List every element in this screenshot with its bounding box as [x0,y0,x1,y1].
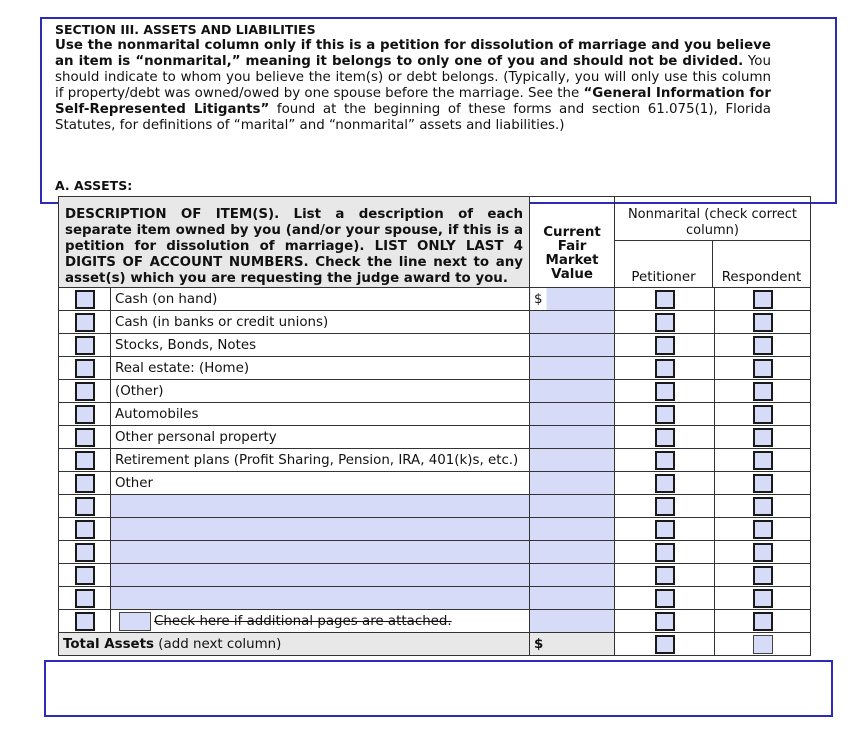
respondent-cell [715,380,811,403]
petitioner-checkbox[interactable] [655,313,675,332]
petitioner-cell [615,587,715,610]
total-assets-label [59,633,530,656]
respondent-checkbox[interactable] [753,543,773,562]
section-instructions [55,38,771,134]
respondent-cell [715,288,811,311]
petitioner-cell [615,357,715,380]
respondent-cell [715,587,811,610]
petitioner-checkbox[interactable] [655,428,675,447]
petitioner-cell [615,541,715,564]
award-checkbox[interactable] [75,336,95,355]
petitioner-checkbox[interactable] [655,336,675,355]
respondent-cell [715,449,811,472]
award-checkbox[interactable] [75,520,95,539]
award-checkbox[interactable] [75,290,95,309]
asset-description: Stocks, Bonds, Notes [111,334,530,357]
asset-description: Automobiles [111,403,530,426]
description-header: DESCRIPTION OF ITEM(S). List a description of each separate item owned by you (and/or your spouse, if this is a petition for dissolution of marriage). LIST ONLY LAST 4 DIGITS OF ACCOUNT NUMBERS. Check the line next to any asset(s) which you are requesting the judge award to you. [59,197,530,288]
section-title: SECTION III. ASSETS AND LIABILITIES [55,22,316,37]
award-checkbox[interactable] [75,451,95,470]
instructions-text-2: found at the beginning of these forms and section 61.075(1), Florida Statutes, for definitions of “marital” and “nonmarital” assets and liabilities.) [55,102,771,133]
award-checkbox-cell [59,472,111,495]
award-checkbox[interactable] [75,612,95,631]
asset-row [59,449,811,472]
asset-description-input[interactable] [111,541,530,564]
highlight-box-total [44,660,833,717]
petitioner-cell [615,472,715,495]
asset-description: Cash (on hand) [111,288,530,311]
asset-description-input[interactable] [111,564,530,587]
award-checkbox[interactable] [75,589,95,608]
value-input[interactable] [530,495,615,518]
asset-row [59,288,811,311]
instructions-reference: “General Information for Self-Represented Litigants” [55,86,771,117]
total-petitioner-cell [615,633,715,656]
petitioner-cell [615,449,715,472]
respondent-checkbox[interactable] [753,589,773,608]
respondent-checkbox[interactable] [753,336,773,355]
asset-row [59,472,811,495]
respondent-checkbox[interactable] [753,451,773,470]
asset-description-input[interactable] [111,495,530,518]
attach-pages-checkbox[interactable] [119,612,151,631]
award-checkbox-cell [59,426,111,449]
petitioner-checkbox[interactable] [655,290,675,309]
value-input[interactable] [530,472,615,495]
award-checkbox-cell [59,518,111,541]
asset-row [59,495,811,518]
petitioner-cell [615,518,715,541]
value-input[interactable] [530,403,615,426]
respondent-cell [715,357,811,380]
respondent-checkbox[interactable] [753,428,773,447]
award-checkbox[interactable] [75,428,95,447]
total-respondent-cell [715,633,811,656]
petitioner-checkbox[interactable] [655,359,675,378]
total-respondent-checkbox[interactable] [753,635,773,654]
asset-description-input[interactable] [111,587,530,610]
instructions-text-1: You should indicate to whom you believe the item(s) or debt belongs. (Typically, you will only use this column if property/debt was owned/owed by one spouse before the marriage. See the [55,54,771,101]
petitioner-checkbox[interactable] [655,405,675,424]
asset-row [59,357,811,380]
value-input[interactable] [530,541,615,564]
asset-row [59,564,811,587]
attach-pages-cell [111,610,530,633]
respondent-checkbox[interactable] [753,474,773,493]
respondent-cell [715,541,811,564]
petitioner-cell [615,334,715,357]
asset-description: Real estate: (Home) [111,357,530,380]
value-input[interactable] [530,311,615,334]
asset-row [59,334,811,357]
respondent-cell [715,311,811,334]
award-checkbox-cell [59,449,111,472]
award-checkbox-cell [59,610,111,633]
petitioner-checkbox[interactable] [655,520,675,539]
award-checkbox[interactable] [75,313,95,332]
asset-description: Other personal property [111,426,530,449]
petitioner-checkbox[interactable] [655,589,675,608]
award-checkbox[interactable] [75,497,95,516]
section-intro [55,22,771,134]
award-checkbox-cell [59,495,111,518]
petitioner-cell [615,495,715,518]
award-checkbox[interactable] [75,566,95,585]
award-checkbox-cell [59,288,111,311]
petitioner-checkbox[interactable] [655,612,675,631]
respondent-checkbox[interactable] [753,497,773,516]
value-input[interactable] [530,426,615,449]
total-assets-row [59,633,811,656]
asset-description: Retirement plans (Profit Sharing, Pension, IRA, 401(k)s, etc.) [111,449,530,472]
award-checkbox[interactable] [75,359,95,378]
asset-row [59,541,811,564]
award-checkbox-cell [59,311,111,334]
total-assets-bold: Total Assets [63,636,155,652]
value-input[interactable] [530,380,615,403]
respondent-checkbox[interactable] [753,313,773,332]
respondent-cell [715,403,811,426]
value-input[interactable] [530,334,615,357]
respondent-checkbox[interactable] [753,566,773,585]
respondent-cell [715,334,811,357]
asset-row [59,311,811,334]
dollar-sign: $ [534,291,543,307]
award-checkbox-cell [59,380,111,403]
asset-row [59,518,811,541]
respondent-checkbox[interactable] [753,359,773,378]
respondent-checkbox[interactable] [753,612,773,631]
petitioner-cell [615,426,715,449]
asset-description: Other [111,472,530,495]
value-input[interactable] [530,518,615,541]
award-checkbox[interactable] [75,474,95,493]
petitioner-checkbox[interactable] [655,566,675,585]
petitioner-header: Petitioner [615,241,713,287]
value-input[interactable] [530,587,615,610]
asset-row [59,610,811,633]
award-checkbox[interactable] [75,543,95,562]
asset-row [59,426,811,449]
instructions-bold: Use the nonmarital column only if this is a petition for dissolution of marriage and you believe an item is “nonmarital,” meaning it belongs to only one of you and should not be divided. [55,38,771,69]
respondent-checkbox[interactable] [753,382,773,401]
assets-header-row [59,197,811,288]
petitioner-cell [615,288,715,311]
respondent-header: Respondent [721,270,802,285]
petitioner-checkbox[interactable] [655,451,675,470]
petitioner-cell [615,610,715,633]
petitioner-checkbox[interactable] [655,543,675,562]
petitioner-checkbox[interactable] [655,382,675,401]
value-input[interactable] [530,564,615,587]
asset-row [59,380,811,403]
respondent-cell [715,472,811,495]
award-checkbox-cell [59,334,111,357]
total-dollar-sign: $ [534,636,544,652]
respondent-checkbox[interactable] [753,520,773,539]
asset-description: Cash (in banks or credit unions) [111,311,530,334]
award-checkbox-cell [59,541,111,564]
asset-row [59,403,811,426]
value-input[interactable] [530,610,615,633]
petitioner-cell [615,564,715,587]
assets-heading: A. ASSETS: [55,178,133,193]
petitioner-checkbox[interactable] [655,474,675,493]
value-header: Current Fair Market Value [530,197,615,288]
award-checkbox-cell [59,403,111,426]
asset-description-input[interactable] [111,518,530,541]
total-assets-note: (add next column) [154,636,282,652]
award-checkbox-cell [59,357,111,380]
respondent-cell [715,426,811,449]
award-checkbox-cell [59,564,111,587]
petitioner-cell [615,311,715,334]
petitioner-cell [615,403,715,426]
award-checkbox[interactable] [75,382,95,401]
award-checkbox-cell [59,587,111,610]
respondent-cell [715,610,811,633]
petitioner-checkbox[interactable] [655,497,675,516]
respondent-checkbox[interactable] [753,290,773,309]
asset-row [59,587,811,610]
respondent-checkbox[interactable] [753,405,773,424]
asset-description: (Other) [111,380,530,403]
respondent-cell [715,564,811,587]
attach-pages-label: Check here if additional pages are attached. [154,613,452,629]
nonmarital-header [615,197,811,288]
petitioner-cell [615,380,715,403]
value-input[interactable] [530,357,615,380]
respondent-cell [715,495,811,518]
value-input[interactable] [530,288,615,311]
total-value-input[interactable] [530,633,615,656]
award-checkbox[interactable] [75,405,95,424]
total-petitioner-checkbox[interactable] [655,635,675,654]
value-input[interactable] [530,449,615,472]
nonmarital-title: Nonmarital (check correct column) [615,197,810,241]
assets-table [58,196,811,656]
respondent-cell [715,518,811,541]
